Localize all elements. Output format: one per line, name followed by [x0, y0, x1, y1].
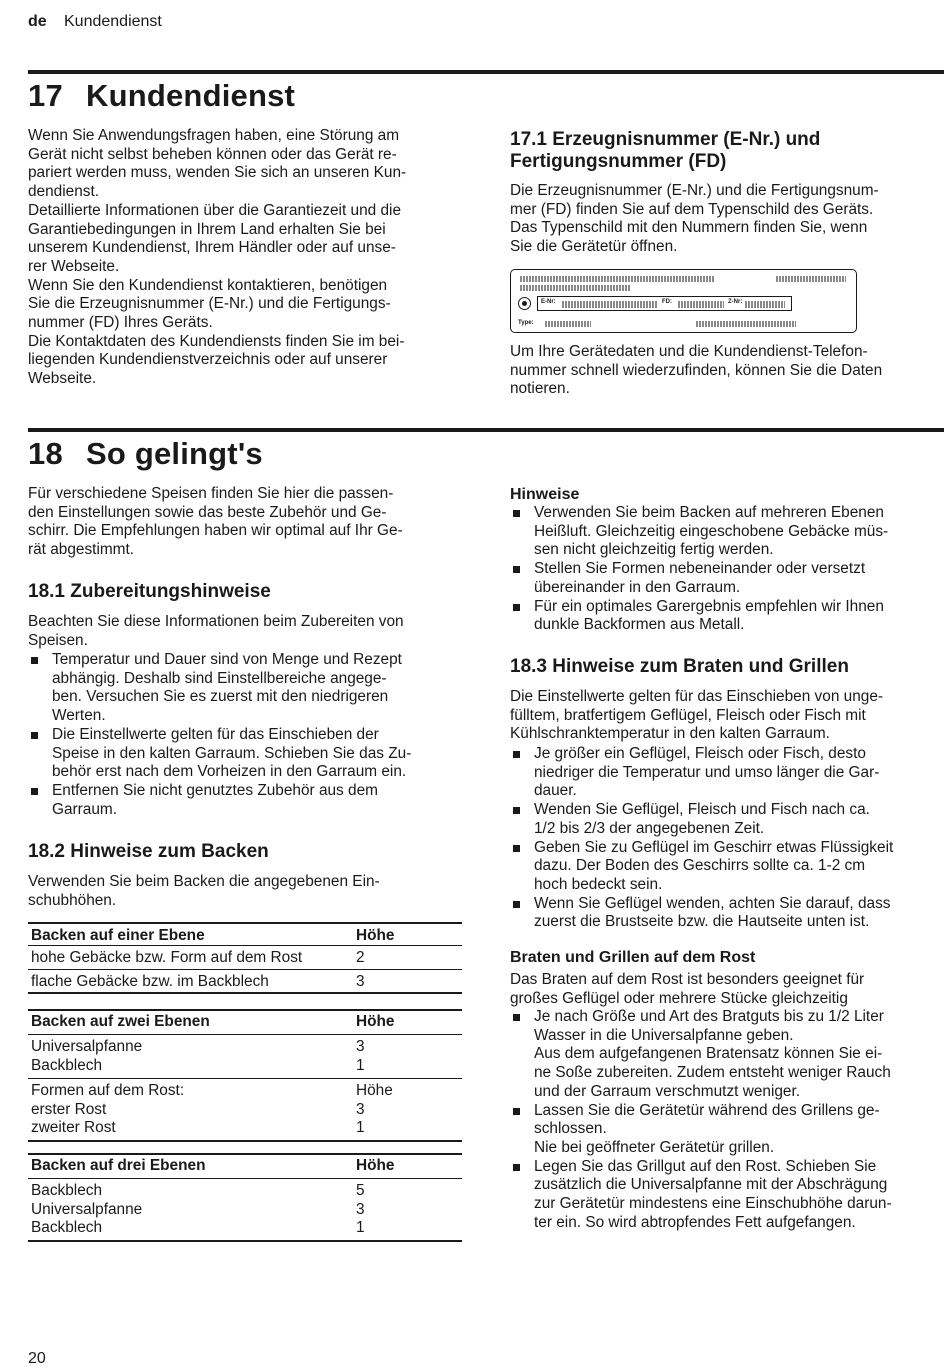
table-header-cell: Backen auf drei Ebenen [31, 1157, 206, 1174]
rost-title: Braten und Grillen auf dem Rost [510, 949, 756, 966]
table-header-cell: Höhe [356, 927, 395, 944]
plate-text-line [520, 285, 630, 291]
section-17-1-body: Die Erzeugnisnummer (E-Nr.) und die Fertigungsnum- mer (FD) finden Sie auf dem Typenschild des Geräts. Das Typenschild mit den Nummern finden Sie, wenn Sie die Gerätetür öffnen. [510, 182, 879, 256]
table-cell: Universalpfanne Backblech [31, 1038, 143, 1074]
language-code: de [28, 13, 47, 30]
table-cell: hohe Gebäcke bzw. Form auf dem Rost [31, 949, 303, 966]
list-item: Die Einstellwerte gelten für das Einschieben der Speise in den kalten Garraum. Schieben Sie das Zu- behör erst nach dem Vorheizen in den Garraum ein. [28, 726, 468, 782]
table-rule [28, 1240, 462, 1242]
table-cell: 5 3 1 [356, 1182, 365, 1237]
table-rule [28, 1178, 462, 1179]
table-header-cell: Backen auf zwei Ebenen [31, 1013, 210, 1030]
plate-text-line [776, 276, 846, 282]
section-18-3-title: 18.3 Hinweise zum Braten und Grillen [510, 656, 849, 677]
section-18-1-title: 18.1 Zubereitungshinweise [28, 581, 271, 602]
list-item: Je nach Größe und Art des Bratguts bis zu 1/2 Liter Wasser in die Universalpfanne geben. Aus dem aufgefangenen Bratensatz können Sie ei- ne Soße zubereiten. Zudem entsteht weniger Rauch und der Garraum verschmutzt weniger. [510, 1008, 946, 1102]
plate-number-box [537, 296, 792, 311]
list-item: Für ein optimales Garergebnis empfehlen wir Ihnen dunkle Backformen aus Metall. [510, 598, 946, 635]
list-item: Legen Sie das Grillgut auf den Rost. Schieben Sie zusätzlich die Universalpfanne mit der Abschrägung zur Gerätetür mindestens eine Einschubhöhe darun- ter ein. So wird abtropfendes Fett aufgefangen. [510, 1158, 946, 1233]
list-item: Wenn Sie Geflügel wenden, achten Sie darauf, dass zuerst die Brustseite bzw. die Hautseite unten ist. [510, 895, 946, 932]
plate-fd-value [678, 301, 724, 308]
chapter-rule [28, 428, 944, 432]
table-rule [28, 1140, 462, 1142]
plate-znr-value [745, 301, 785, 308]
table-rule [28, 1009, 462, 1011]
plate-fd-label: FD: [662, 299, 672, 305]
table-header [28, 922, 462, 946]
chapter-number: 18 [28, 436, 63, 471]
section-18-3-list [510, 745, 946, 932]
list-item: Temperatur und Dauer sind von Menge und Rezept abhängig. Deshalb sind Einstellbereiche angege- ben. Versuchen Sie es zuerst mit den niedrigeren Werten. [28, 651, 468, 726]
plate-enr-label: E-Nr: [541, 299, 556, 305]
table-cell: Formen auf dem Rost: erster Rost zweiter Rost [31, 1082, 185, 1137]
table-cell: flache Gebäcke bzw. im Backblech [31, 973, 269, 990]
chapter-17-body: Wenn Sie Anwendungsfragen haben, eine Störung am Gerät nicht selbst beheben können oder das Gerät re- pariert werden muss, wenden Sie sich an unseren Kun- dendienst. Detaillierte Informationen über die Garantiezeit und die Garantiebedingungen in Ihrem Land erhalten Sie bei unserem Kundendienst, Ihrem Händler oder auf unse- rer Webseite. Wenn Sie den Kundendienst kontaktieren, benötigen Sie die Erzeugnisnummer (E-Nr.) und die Fertigungs- nummer (FD) Ihres Geräts. Die Kontaktdaten des Kundendiensts finden Sie im bei- liegenden Kundendienstverzeichnis oder auf unserer Webseite. [28, 127, 407, 388]
table-rule [28, 1153, 462, 1155]
certification-symbol-icon [518, 297, 531, 310]
section-18-3-body: Die Einstellwerte gelten für das Einschieben von unge- fülltem, bratfertigem Geflügel, Fleisch oder Fisch mit Kühlschranktemperatur in den kalten Garraum. [510, 688, 884, 743]
chapter-rule [28, 70, 944, 74]
list-item: Verwenden Sie beim Backen auf mehreren Ebenen Heißluft. Gleichzeitig eingeschobene Gebäcke müs- sen nicht gleichzeitig fertig werden. [510, 504, 946, 560]
chapter-title: So gelingt's [86, 436, 263, 471]
table-one-level [28, 922, 462, 994]
plate-type-value [545, 321, 591, 327]
header-title: Kundendienst [64, 13, 162, 30]
list-item: Wenden Sie Geflügel, Fleisch und Fisch nach ca. 1/2 bis 2/3 der angegebenen Zeit. [510, 801, 946, 838]
chapter-18-heading [28, 436, 263, 472]
section-17-1-title: 17.1 Erzeugnisnummer (E-Nr.) und Fertigungsnummer (FD) [510, 129, 821, 172]
plate-znr-label: Z-Nr: [728, 299, 743, 305]
table-cell: 3 1 [356, 1038, 365, 1074]
chapter-title: Kundendienst [86, 78, 296, 113]
table-rule [28, 1034, 462, 1035]
list-item: Lassen Sie die Gerätetür während des Grillens ge- schlossen. Nie bei geöffneter Gerätetür grillen. [510, 1102, 946, 1158]
section-18-2-title: 18.2 Hinweise zum Backen [28, 841, 269, 862]
rost-body: Das Braten auf dem Rost ist besonders geeignet für großes Geflügel oder mehrere Stücke gleichzeitig [510, 971, 865, 1007]
table-header-cell: Backen auf einer Ebene [31, 927, 205, 944]
plate-text-line [696, 321, 796, 327]
list-item: Geben Sie zu Geflügel im Geschirr etwas Flüssigkeit dazu. Der Boden des Geschirrs sollte ca. 1-2 cm hoch bedeckt sein. [510, 839, 946, 895]
page-number: 20 [28, 1350, 46, 1367]
table-cell: 2 [356, 949, 365, 966]
section-18-2-body: Verwenden Sie beim Backen die angegebenen Ein- schubhöhen. [28, 873, 380, 909]
section-18-1-list [28, 651, 468, 819]
table-header-cell: Höhe [356, 1157, 395, 1174]
list-item: Je größer ein Geflügel, Fleisch oder Fisch, desto niedriger die Temperatur und umso länger die Gar- dauer. [510, 745, 946, 801]
chapter-18-intro: Für verschiedene Speisen finden Sie hier die passen- den Einstellungen sowie das beste Zubehör und Ge- schirr. Die Empfehlungen haben wir optimal auf Ihr Ge- rät abgestimmt. [28, 485, 403, 559]
table-row [28, 970, 462, 994]
table-cell: Backblech Universalpfanne Backblech [31, 1182, 143, 1237]
chapter-number: 17 [28, 78, 63, 113]
plate-type-label: Type: [518, 320, 534, 326]
table-cell: Höhe 3 1 [356, 1082, 393, 1137]
table-cell: 3 [356, 973, 365, 990]
table-rule [28, 1078, 462, 1079]
list-item: Entfernen Sie nicht genutztes Zubehör aus dem Garraum. [28, 782, 468, 819]
rost-list [510, 1008, 946, 1232]
hinweise-list [510, 504, 946, 635]
plate-enr-value [562, 301, 658, 308]
list-item: Stellen Sie Formen nebeneinander oder versetzt übereinander in den Garraum. [510, 560, 946, 597]
table-row [28, 946, 462, 970]
table-header-cell: Höhe [356, 1013, 395, 1030]
section-17-1-note: Um Ihre Gerätedaten und die Kundendienst-Telefon- nummer schnell wiederzufinden, können Sie die Daten notieren. [510, 343, 883, 398]
section-18-1-body: Beachten Sie diese Informationen beim Zubereiten von Speisen. [28, 613, 404, 649]
chapter-17-heading [28, 78, 295, 114]
plate-text-line [520, 276, 714, 282]
type-plate-illustration [510, 269, 857, 333]
hinweise-title: Hinweise [510, 486, 580, 503]
